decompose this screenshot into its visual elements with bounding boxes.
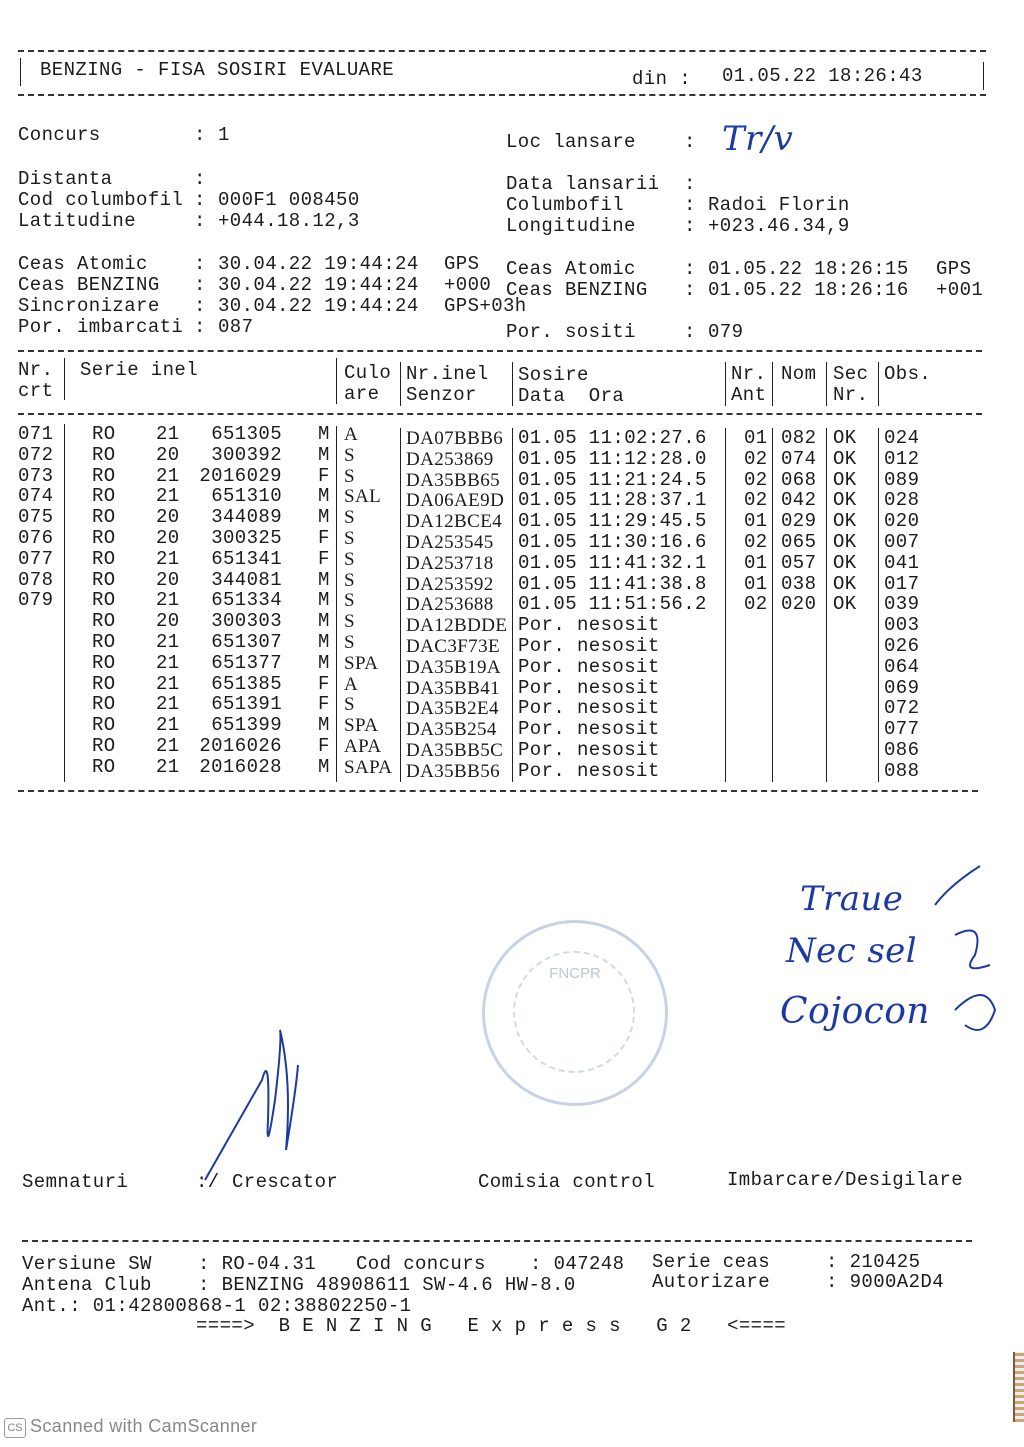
info-label: Data lansarii: [506, 173, 660, 195]
cell-obs: 024: [884, 427, 920, 449]
cell-obs: 088: [884, 759, 920, 782]
cell-senzor: DA12BDDE: [406, 615, 508, 637]
cell-sex: M: [318, 610, 330, 633]
antena-label: Antena Club: [22, 1274, 152, 1296]
cell-senzor: DA35B19A: [406, 656, 502, 678]
cell-obs: 007: [884, 531, 920, 553]
crescator-label: Crescator: [232, 1171, 339, 1193]
loc-lansare-handwritten: Tr/v: [722, 119, 794, 159]
cell-sex: F: [318, 735, 330, 757]
col-nr-header-sub: crt: [18, 380, 54, 402]
cell-culoare: S: [344, 632, 355, 653]
cell-obs: 072: [884, 697, 920, 720]
cell-obs: 026: [884, 635, 920, 657]
cell-culoare: SAPA: [344, 756, 393, 778]
cell-sex: M: [318, 423, 330, 445]
clock-label: Sincronizare: [18, 295, 160, 317]
col-nr-header: Nr.: [18, 359, 54, 381]
cell-culoare: S: [344, 507, 355, 529]
cell-senzor: DA253592: [406, 573, 494, 595]
cell-sec: OK: [833, 551, 857, 574]
report-timestamp: 01.05.22 18:26:43: [722, 65, 923, 87]
clock-suffix: +000: [444, 274, 492, 296]
info-value: :: [684, 194, 708, 216]
cell-sec: OK: [833, 447, 857, 470]
cell-country: RO: [92, 506, 116, 529]
clock-label: Ceas BENZING: [18, 274, 160, 296]
clock-value: 01.05.22 18:26:15: [708, 258, 909, 280]
cell-sosire: Por. nesosit: [518, 697, 660, 720]
cell-obs: 017: [884, 572, 920, 595]
cell-culoare: APA: [344, 736, 382, 757]
cell-year: 21: [156, 693, 180, 716]
col-serie-header: Serie inel: [80, 359, 199, 381]
cell-sec: OK: [833, 427, 857, 449]
cell-sex: M: [318, 714, 330, 737]
stamp-text: FNCPR: [549, 965, 601, 982]
col-senzor-header: Nr.inel: [406, 363, 489, 385]
cell-country: RO: [92, 631, 116, 653]
cell-nom: 068: [781, 468, 817, 491]
cell-nr: 078: [18, 568, 54, 591]
info-value: 1: [218, 124, 230, 146]
col-ant-header: Nr.: [731, 363, 767, 385]
cell-nom: 038: [781, 572, 817, 595]
cell-culoare: S: [344, 590, 355, 612]
info-label: Distanta: [18, 168, 113, 190]
cell-nom: 082: [781, 427, 817, 449]
cell-country: RO: [92, 547, 116, 570]
cell-year: 20: [156, 568, 180, 591]
clock-value: 01.05.22 18:26:16: [708, 279, 909, 301]
cell-culoare: S: [344, 569, 355, 591]
cell-ring: 300303: [211, 610, 282, 633]
cell-ring: 651334: [211, 589, 282, 612]
cell-sex: M: [318, 568, 330, 591]
info-value: :: [684, 215, 708, 237]
cell-ring: 344081: [211, 568, 282, 591]
cell-country: RO: [92, 735, 116, 757]
clock-label: Por. imbarcati: [18, 316, 184, 338]
clock-value: :: [194, 295, 218, 317]
cell-sosire: Por. nesosit: [518, 718, 660, 741]
clock-suffix: GPS+03h: [444, 295, 527, 317]
col-nom-header: Nom: [781, 363, 817, 385]
cell-senzor: DA35BB65: [406, 469, 500, 491]
info-label: Concurs: [18, 124, 101, 146]
cell-obs: 012: [884, 447, 920, 470]
cell-year: 21: [156, 485, 180, 508]
cell-sosire: 01.05 11:41:38.8: [518, 572, 707, 595]
cell-nr: 075: [18, 506, 54, 529]
cell-sosire: 01.05 11:28:37.1: [518, 489, 707, 512]
cell-sosire: Por. nesosit: [518, 635, 660, 657]
cell-country: RO: [92, 610, 116, 633]
cell-sosire: Por. nesosit: [518, 676, 660, 699]
clock-label: Ceas Atomic: [18, 253, 148, 275]
info-value: +023.46.34,9: [708, 215, 850, 237]
document-title: BENZING - FISA SOSIRI EVALUARE: [40, 59, 395, 81]
cell-culoare: SPA: [344, 715, 379, 737]
cell-culoare: S: [344, 465, 355, 487]
cell-sex: F: [318, 693, 330, 716]
cell-sosire: 01.05 11:30:16.6: [518, 531, 707, 553]
cell-country: RO: [92, 485, 116, 508]
cell-ant: 02: [744, 593, 768, 616]
versiune-value: : RO-04.31: [198, 1253, 317, 1275]
versiune-label: Versiune SW: [22, 1253, 152, 1275]
cell-ring: 2016026: [199, 735, 282, 757]
cell-sex: M: [318, 589, 330, 612]
cell-sec: OK: [833, 572, 857, 595]
footer-rule: [22, 1240, 972, 1242]
cell-senzor: DA12BCE4: [406, 511, 503, 533]
cell-culoare: A: [344, 424, 359, 445]
clock-value: 30.04.22 19:44:24: [218, 274, 419, 296]
cell-year: 20: [156, 506, 180, 529]
info-value: :: [194, 124, 218, 146]
col-culoare-header-sub: are: [344, 383, 380, 405]
cell-senzor: DA253545: [406, 532, 494, 553]
cell-sec: OK: [833, 468, 857, 491]
cell-sosire: Por. nesosit: [518, 655, 660, 678]
imbarcare-label: Imbarcare/Desigilare: [727, 1169, 964, 1191]
cell-ant: 02: [744, 531, 768, 553]
cell-country: RO: [92, 672, 116, 695]
col-ant-header-sub: Ant: [731, 384, 767, 406]
cell-ant: 02: [744, 447, 768, 470]
cell-sex: M: [318, 755, 330, 778]
handwritten-name-1: Traue: [800, 879, 904, 919]
clock-label: Por. sositi: [506, 321, 636, 343]
signature-stroke-b: [955, 931, 990, 969]
cell-country: RO: [92, 568, 116, 591]
cell-year: 21: [156, 464, 180, 487]
cell-sex: F: [318, 672, 330, 695]
cell-culoare: SAL: [344, 486, 382, 508]
cell-sosire: 01.05 11:51:56.2: [518, 593, 707, 616]
cell-year: 21: [156, 714, 180, 737]
crescator-signature: [205, 1030, 298, 1180]
cell-country: RO: [92, 651, 116, 674]
cell-senzor: DA253869: [406, 448, 494, 470]
cell-sec: OK: [833, 531, 857, 553]
cell-year: 20: [156, 527, 180, 549]
cell-nr: 079: [18, 589, 54, 612]
info-label: Columbofil: [506, 194, 625, 216]
cell-country: RO: [92, 464, 116, 487]
clock-value: :: [194, 253, 218, 275]
cell-nom: 065: [781, 531, 817, 553]
signatures-separator: :/: [196, 1171, 220, 1193]
cell-country: RO: [92, 423, 116, 445]
cell-ant: 01: [744, 572, 768, 595]
cell-country: RO: [92, 527, 116, 549]
cell-country: RO: [92, 693, 116, 716]
cell-ring: 300392: [211, 443, 282, 466]
clock-value: 30.04.22 19:44:24: [218, 295, 419, 317]
cell-ring: 651341: [211, 547, 282, 570]
cell-sec: OK: [833, 489, 857, 512]
cell-nr: 073: [18, 464, 54, 487]
info-value: :: [684, 131, 696, 153]
cell-year: 21: [156, 651, 180, 674]
cell-culoare: S: [344, 694, 355, 716]
autorizare-value: : 9000A2D4: [826, 1271, 945, 1293]
cell-nom: 074: [781, 447, 817, 470]
cell-sex: M: [318, 651, 330, 674]
comisia-control-label: Comisia control: [478, 1171, 656, 1193]
cell-ring: 651385: [211, 672, 282, 695]
scan-edge-artifact: [1013, 1352, 1024, 1422]
benzing-banner: ====> B E N Z I N G E x p r e s s G 2 <====: [196, 1315, 787, 1337]
din-label: din :: [632, 68, 692, 90]
clock-value: :: [194, 274, 218, 296]
clock-label: Ceas Atomic: [506, 258, 636, 280]
info-label: Loc lansare: [506, 131, 636, 153]
cell-nr: 076: [18, 527, 54, 549]
col-sosire-header: Sosire: [518, 364, 589, 386]
cell-obs: 041: [884, 551, 920, 574]
cell-senzor: DA35B254: [406, 719, 497, 741]
cell-year: 21: [156, 631, 180, 653]
cell-ring: 651305: [211, 423, 282, 445]
cell-sosire: Por. nesosit: [518, 739, 660, 761]
cell-sex: F: [318, 547, 330, 570]
cell-year: 20: [156, 443, 180, 466]
clock-suffix: GPS: [444, 253, 480, 275]
cell-year: 21: [156, 672, 180, 695]
info-label: Latitudine: [18, 210, 137, 232]
cell-sec: OK: [833, 510, 857, 533]
cell-obs: 003: [884, 614, 920, 637]
cell-obs: 077: [884, 718, 920, 741]
col-sec-header-sub: Nr.: [833, 384, 869, 406]
cell-sex: M: [318, 485, 330, 508]
antena-value: : BENZING 48908611 SW-4.6 HW-8.0: [198, 1274, 576, 1296]
cell-sosire: Por. nesosit: [518, 614, 660, 637]
cell-nr: 074: [18, 485, 54, 508]
col-sec-header: Sec: [833, 363, 869, 385]
camscanner-watermark: Scanned with CamScanner: [30, 1416, 258, 1436]
autorizare-label: Autorizare: [652, 1271, 771, 1293]
cell-senzor: DA35BB41: [406, 677, 500, 699]
cell-obs: 028: [884, 489, 920, 512]
cell-nom: 029: [781, 510, 817, 533]
cell-sosire: Por. nesosit: [518, 759, 660, 782]
cell-obs: 020: [884, 510, 920, 533]
cell-sosire: 01.05 11:21:24.5: [518, 468, 707, 491]
info-value: :: [194, 168, 206, 190]
signature-stroke-c: [955, 995, 995, 1030]
clock-value: :: [684, 258, 708, 280]
clock-label: Ceas BENZING: [506, 279, 648, 301]
cell-senzor: DA35BB56: [406, 760, 500, 782]
cell-sosire: 01.05 11:41:32.1: [518, 551, 707, 574]
signature-stroke-a: [935, 866, 980, 905]
cell-nr: 077: [18, 547, 54, 570]
info-value: 000F1 008450: [218, 189, 360, 211]
info-value: :: [194, 189, 218, 211]
clock-suffix: GPS: [936, 258, 972, 280]
cell-ant: 01: [744, 510, 768, 533]
cell-year: 21: [156, 755, 180, 778]
cell-culoare: S: [344, 611, 355, 633]
cod-concurs-label: Cod concurs: [356, 1253, 486, 1275]
cell-country: RO: [92, 589, 116, 612]
cell-country: RO: [92, 714, 116, 737]
cell-obs: 086: [884, 739, 920, 761]
cell-nom: 057: [781, 551, 817, 574]
handwritten-name-2: Nec sel: [786, 931, 917, 971]
cell-nom: 020: [781, 593, 817, 616]
clock-value: 087: [218, 316, 254, 338]
clock-value: 30.04.22 19:44:24: [218, 253, 419, 275]
cell-year: 21: [156, 589, 180, 612]
cell-culoare: S: [344, 548, 355, 570]
cell-sex: M: [318, 631, 330, 653]
col-culoare-header: Culo: [344, 362, 392, 384]
col-senzor-header-sub: Senzor: [406, 384, 477, 406]
serie-ceas-value: : 210425: [826, 1251, 921, 1273]
clock-value: 079: [708, 321, 744, 343]
cell-sex: M: [318, 506, 330, 529]
cell-sex: F: [318, 464, 330, 487]
cell-ring: 651391: [211, 693, 282, 716]
cell-sec: OK: [833, 593, 857, 616]
info-value: :: [194, 210, 218, 232]
cell-culoare: S: [344, 528, 355, 549]
cell-ring: 651377: [211, 651, 282, 674]
info-label: Cod columbofil: [18, 189, 184, 211]
signatures-label: Semnaturi: [22, 1171, 129, 1193]
cell-nr: 071: [18, 423, 54, 445]
clock-value: :: [194, 316, 218, 338]
cell-senzor: DAC3F73E: [406, 636, 500, 657]
cell-year: 21: [156, 547, 180, 570]
cell-country: RO: [92, 443, 116, 466]
clock-suffix: +001: [936, 279, 984, 301]
cell-year: 21: [156, 423, 180, 445]
cell-ant: 02: [744, 468, 768, 491]
cell-sosire: 01.05 11:02:27.6: [518, 427, 707, 449]
cod-concurs-value: : 047248: [530, 1253, 625, 1275]
cell-ring: 344089: [211, 506, 282, 529]
cell-ring: 2016029: [199, 464, 282, 487]
camscanner-icon: CS: [4, 1418, 26, 1438]
cell-sex: F: [318, 527, 330, 549]
cell-culoare: SPA: [344, 652, 379, 674]
cell-ring: 651307: [211, 631, 282, 653]
cell-senzor: DA253688: [406, 594, 494, 616]
cell-ant: 01: [744, 551, 768, 574]
info-value: +044.18.12,3: [218, 210, 360, 232]
col-sosire-header-sub: Data Ora: [518, 385, 625, 407]
cell-year: 21: [156, 735, 180, 757]
cell-nr: 072: [18, 443, 54, 466]
antenna-ids: Ant.: 01:42800868-1 02:38802250-1: [22, 1295, 412, 1317]
cell-ant: 02: [744, 489, 768, 512]
clock-value: :: [684, 279, 708, 301]
cell-ant: 01: [744, 427, 768, 449]
clock-value: :: [684, 321, 708, 343]
serie-ceas-label: Serie ceas: [652, 1251, 771, 1273]
cell-obs: 064: [884, 655, 920, 678]
cell-country: RO: [92, 755, 116, 778]
cell-sosire: 01.05 11:29:45.5: [518, 510, 707, 533]
cell-sosire: 01.05 11:12:28.0: [518, 447, 707, 470]
cell-sex: M: [318, 443, 330, 466]
cell-obs: 039: [884, 593, 920, 616]
cell-obs: 089: [884, 468, 920, 491]
handwritten-name-3: Cojocon: [780, 991, 930, 1032]
cell-obs: 069: [884, 676, 920, 699]
cell-senzor: DA253718: [406, 552, 494, 574]
cell-culoare: S: [344, 444, 355, 466]
cell-senzor: DA06AE9D: [406, 490, 505, 512]
cell-senzor: DA35BB5C: [406, 740, 504, 761]
info-value: :: [684, 173, 696, 195]
info-label: Longitudine: [506, 215, 636, 237]
cell-nom: 042: [781, 489, 817, 512]
cell-ring: 300325: [211, 527, 282, 549]
cell-year: 20: [156, 610, 180, 633]
cell-ring: 651310: [211, 485, 282, 508]
cell-culoare: A: [344, 673, 359, 695]
cell-ring: 2016028: [199, 755, 282, 778]
info-value: Radoi Florin: [708, 194, 850, 216]
col-obs-header: Obs.: [884, 363, 932, 385]
cell-senzor: DA35B2E4: [406, 698, 499, 720]
cell-senzor: DA07BBB6: [406, 428, 504, 449]
cell-ring: 651399: [211, 714, 282, 737]
